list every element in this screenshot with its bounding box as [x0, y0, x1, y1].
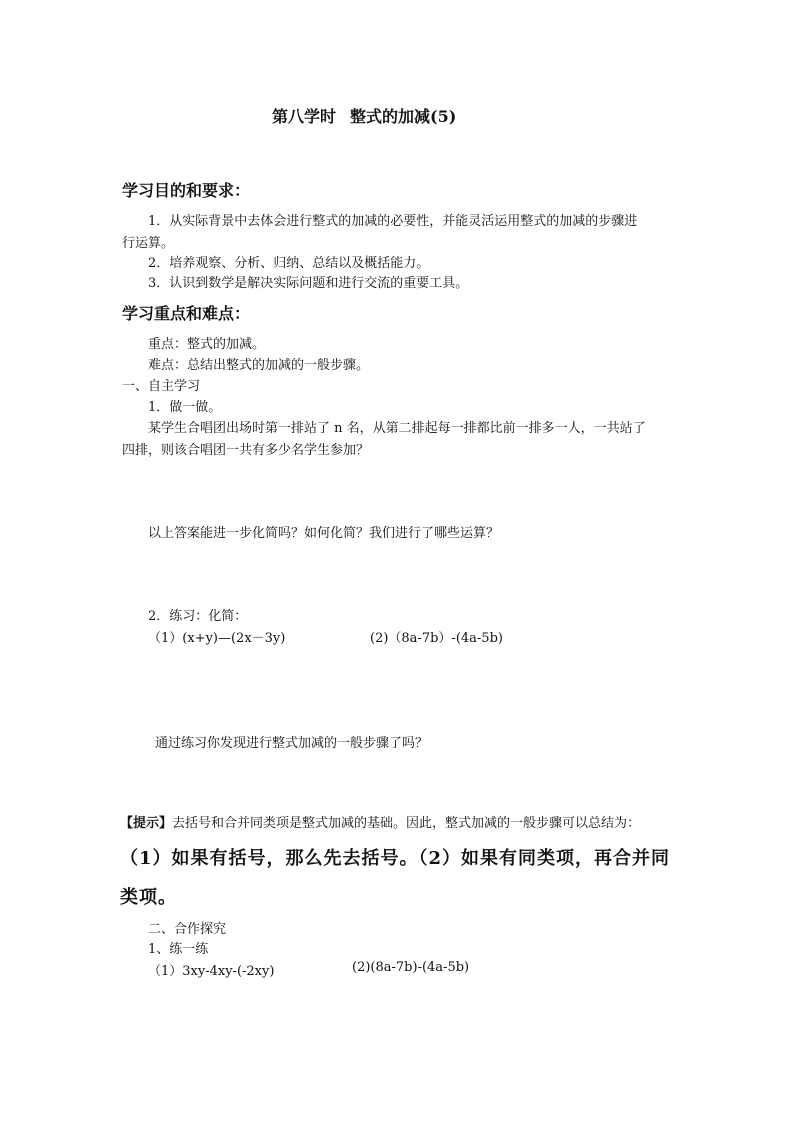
- key-point: 重点：整式的加减。: [148, 337, 266, 352]
- objective-2: 2．培养观察、分析、归纳、总结以及概括能力。: [148, 256, 430, 271]
- problem-line2: 四排，则该合唱团一共有多少名学生参加？: [122, 443, 370, 458]
- section1-sub2: 2．练习：化简：: [148, 609, 248, 624]
- section1-sub1: 1．做一做。: [148, 400, 222, 415]
- objective-3: 3．认识到数学是解决实际问题和进行交流的重要工具。: [148, 276, 469, 291]
- objective-1-line1: 1．从实际背景中去体会进行整式的加减的必要性，并能灵活运用整式的加减的步骤进: [148, 214, 638, 229]
- hint-steps-line1: （1）如果有括号，那么先去括号。（2）如果有同类项，再合并同: [120, 848, 671, 869]
- hint-steps-line2: 类项。: [120, 887, 177, 908]
- section1-heading: 一、自主学习: [122, 379, 201, 394]
- hint-paragraph: [120, 812, 640, 831]
- lesson-number: 第八学时: [272, 107, 337, 126]
- exercise-2: (2)（8a-7b）-(4a-5b): [370, 631, 503, 646]
- section2-sub1: 1、练一练: [148, 942, 209, 957]
- reflect-question: 通过练习你发现进行整式加减的一般步骤了吗？: [155, 736, 429, 751]
- exercise-1: （1）(x+y)—(2x－3y): [148, 631, 286, 646]
- page-title: [272, 104, 456, 127]
- simplify-question: 以上答案能进一步化简吗？如何化简？我们进行了哪些运算？: [148, 526, 500, 541]
- lesson-topic: 整式的加减(5): [350, 107, 457, 126]
- problem-line1: 某学生合唱团出场时第一排站了 n 名，从第二排起每一排都比前一排多一人，一共站了: [148, 421, 646, 436]
- practice-1: （1）3xy-4xy-(-2xy): [148, 964, 275, 979]
- hint-label: 【提示】: [120, 816, 173, 831]
- objectives-heading: 学习目的和要求：: [122, 181, 251, 200]
- practice-2: (2)(8a-7b)-(4a-5b): [352, 960, 470, 975]
- section2-heading: 二、合作探究: [148, 922, 227, 937]
- hint-text: 去括号和合并同类项是整式加减的基础。因此，整式加减的一般步骤可以总结为：: [172, 816, 641, 831]
- key-points-heading: 学习重点和难点：: [122, 304, 251, 323]
- objective-1-line2: 行运算。: [122, 236, 175, 251]
- difficulty-point: 难点：总结出整式的加减的一般步骤。: [148, 358, 370, 373]
